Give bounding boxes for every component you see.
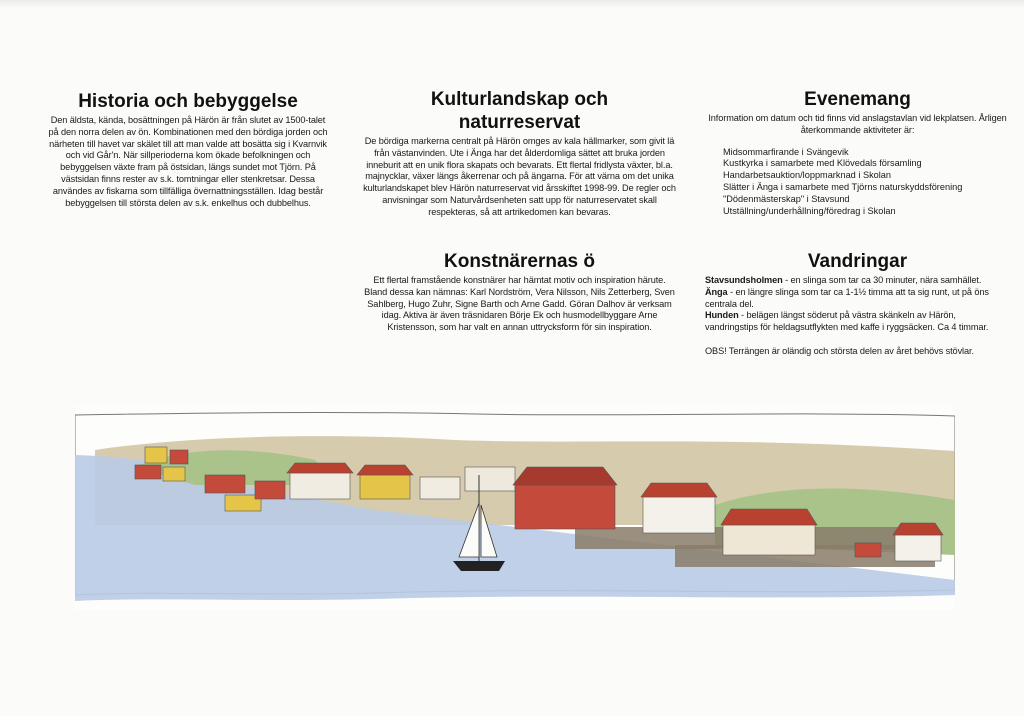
kultur-title: Kulturlandskap och naturreservat bbox=[430, 89, 609, 133]
kultur-body: De bördiga markerna centralt på Härön omges av kala hällmarker, som givit lä från västanvinden. Ute i Änga har det ålderdomliga sättet att bruka jorden inneburit att en unik flora skapats och bevarats. Ett flertal fridlysta växter, bl.a. majnycklar, växer längs åkerrenar och på ängarna. För att värna om det unika kulturlandskapet blev Härön naturreservat vid årsskiftet 1998-99. De regler och anvisningar som Naturvårdsenheten satt upp för naturreservatet skall respekteras, så att artrikedomen kan bevaras. bbox=[363, 136, 676, 217]
roof bbox=[513, 467, 617, 485]
list-item: Handarbetsauktion/loppmarknad i Skolan bbox=[723, 170, 892, 181]
list-item: Utställning/underhållning/föredrag i Skolan bbox=[723, 205, 896, 216]
section-vandringar bbox=[705, 250, 1010, 358]
route-stavsundsholmen bbox=[705, 275, 1010, 287]
route-name: Hunden bbox=[705, 310, 739, 321]
house bbox=[163, 467, 185, 481]
house bbox=[360, 475, 410, 499]
house bbox=[290, 473, 350, 499]
historia-title: Historia och bebyggelse bbox=[78, 91, 298, 112]
evenemang-title: Evenemang bbox=[804, 89, 911, 110]
konst-title: Konstnärernas ö bbox=[444, 251, 595, 272]
evenemang-intro: Information om datum och tid finns vid anslagstavlan vid lekplatsen. Årligen återkommande aktiviteter är: bbox=[708, 113, 1007, 135]
house bbox=[643, 497, 715, 533]
section-konst bbox=[362, 250, 677, 334]
scan-edge bbox=[0, 0, 1024, 8]
house bbox=[420, 477, 460, 499]
konst-body: Ett flertal framstående konstnärer har hämtat motiv och inspiration härute. Bland dessa kan nämnas: Karl Nordström, Vera Nilsson, Nils Zetterberg, Sven Sahlberg, Hugo Zuhr, Signe Barth och Arne Gadd. Göran Dalhov är verksam idag. Aktiva är även träsnidaren Börje Ek och husmodellbyggare Arne Kristensson, som har valt en annan uttrycksform för sin inspiration. bbox=[364, 275, 675, 333]
house bbox=[723, 525, 815, 555]
list-item: "Dödenmästerskap" i Stavsund bbox=[723, 193, 850, 204]
harbour-illustration bbox=[75, 405, 955, 610]
route-name: Stavsundsholmen bbox=[705, 275, 783, 285]
list-item: Midsommarfirande i Svängevik bbox=[723, 146, 849, 157]
red-boathouse bbox=[513, 467, 617, 529]
route-hunden bbox=[705, 310, 1010, 334]
evenemang-list bbox=[723, 147, 1010, 218]
list-item: Kustkyrka i samarbete med Klövedals församling bbox=[723, 158, 922, 169]
house bbox=[515, 485, 615, 529]
hull bbox=[453, 561, 505, 571]
roof bbox=[721, 509, 817, 525]
route-name: Änga bbox=[705, 286, 728, 297]
historia-body: Den äldsta, kända, bosättningen på Härön är från slutet av 1500-talet på den norra delen av ön. Kombinationen med den bördiga jorden och närheten till havet var skälet till att man valde att bosätta sig i Kvarnvik och vid Går'n. När sillperioderna kom ökade befolkningen och bebyggelsen växte fram på östsidan, längs sundet mot Tjörn. På västsidan finns rester av s.k. tomtningar eller stenkretsar. Dessa användes av fiskarna som tillfälliga övernattningsställen. Idag består bebyggelsen till största delen av s.k. enkelhus och dubbelhus. bbox=[48, 115, 328, 208]
terrain-note: OBS! Terrängen är oländig och största delen av året behövs stövlar. bbox=[705, 345, 974, 356]
white-house bbox=[641, 483, 717, 533]
list-item: Slätter i Änga i samarbete med Tjörns naturskyddsförening bbox=[723, 181, 963, 192]
house bbox=[170, 450, 188, 464]
house bbox=[135, 465, 161, 479]
route-anga bbox=[705, 287, 1010, 311]
vandringar-title: Vandringar bbox=[807, 251, 908, 272]
house bbox=[145, 447, 167, 463]
roof bbox=[287, 463, 353, 473]
section-evenemang bbox=[705, 88, 1010, 217]
house bbox=[855, 543, 881, 557]
route-text: - en längre slinga som tar ca 1-1½ timma att ta sig runt, ut på öns centrala del. bbox=[705, 286, 989, 309]
house bbox=[205, 475, 245, 493]
house bbox=[255, 481, 285, 499]
route-text: - en slinga som tar ca 30 minuter, nära samhället. bbox=[782, 275, 982, 285]
section-kultur bbox=[362, 88, 677, 219]
roof bbox=[357, 465, 413, 475]
roof bbox=[893, 523, 943, 535]
roof bbox=[641, 483, 717, 497]
house bbox=[465, 467, 515, 491]
route-text: - belägen längst söderut på västra skänkeln av Härön, vandringstips för heldagsutflykten med kaffe i ryggsäcken. Ca 4 timmar. bbox=[705, 310, 989, 333]
house bbox=[895, 535, 941, 561]
section-historia bbox=[48, 90, 328, 209]
